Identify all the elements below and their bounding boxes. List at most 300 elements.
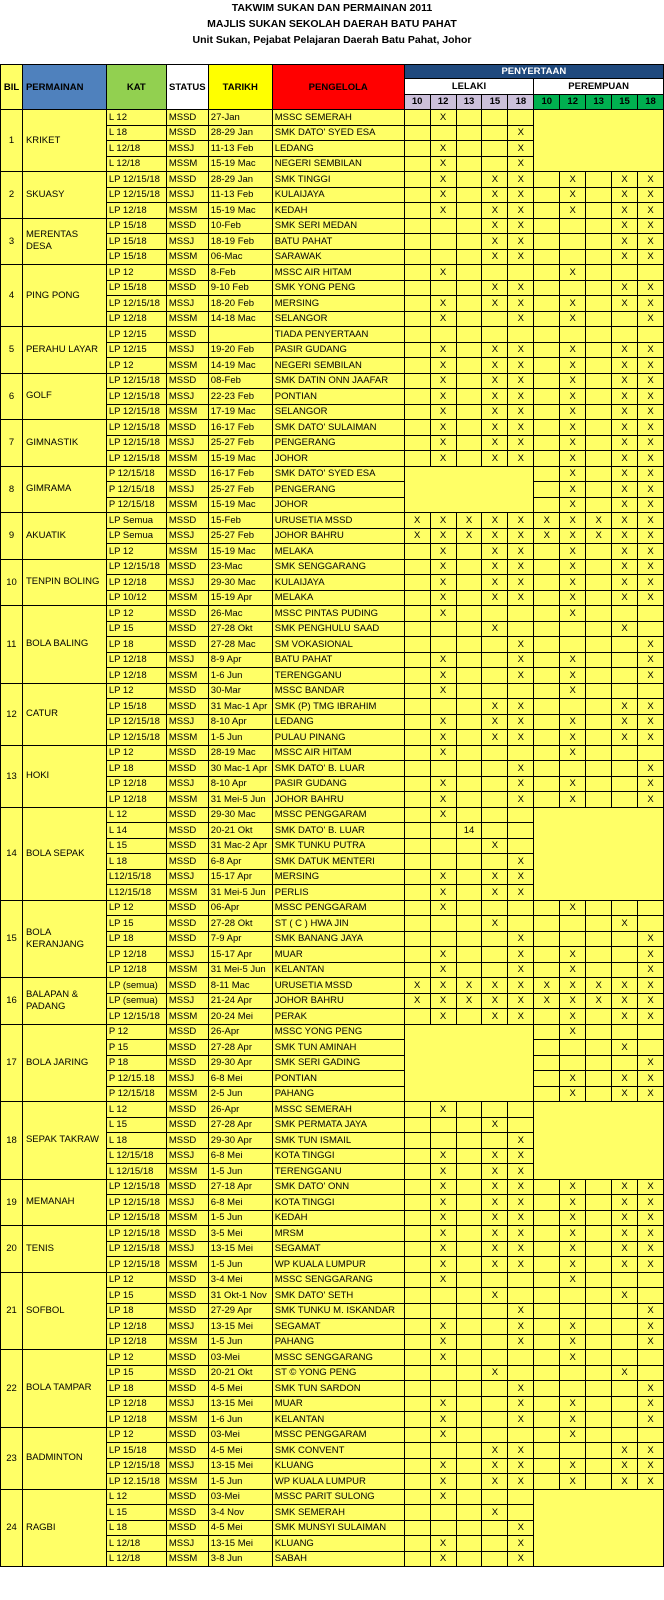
organizer-cell: MSSC AIR HITAM xyxy=(272,745,404,761)
date-cell: 03-Mei xyxy=(208,1427,272,1443)
male-entry-cell xyxy=(430,249,456,265)
female-entry-cell xyxy=(534,497,560,513)
female-entry-cell xyxy=(612,761,638,777)
male-entry-cell xyxy=(456,203,482,219)
female-entry-cell xyxy=(586,1381,612,1397)
status-cell: MSSD xyxy=(166,745,208,761)
female-entry-cell xyxy=(560,916,586,932)
female-entry-cell: X xyxy=(560,296,586,312)
male-entry-cell xyxy=(508,265,534,281)
male-entry-cell: X xyxy=(482,714,508,730)
male-entry-cell xyxy=(404,1009,430,1025)
table-row xyxy=(1,1102,664,1118)
date-cell: 25-27 Feb xyxy=(208,528,272,544)
female-entry-cell xyxy=(586,947,612,963)
organizer-cell: PONTIAN xyxy=(272,1071,404,1087)
female-entry-cell xyxy=(534,1195,560,1211)
female-entry-cell: X xyxy=(560,714,586,730)
male-entry-cell: X xyxy=(482,1179,508,1195)
date-cell: 17-19 Mac xyxy=(208,404,272,420)
male-entry-cell xyxy=(482,947,508,963)
male-entry-cell: X xyxy=(482,1195,508,1211)
female-entry-cell: X xyxy=(560,1071,586,1087)
male-entry-cell xyxy=(430,1117,456,1133)
female-entry-cell xyxy=(586,234,612,250)
male-entry-cell xyxy=(404,745,430,761)
status-cell: MSSJ xyxy=(166,947,208,963)
status-cell: MSSM xyxy=(166,1210,208,1226)
organizer-cell: SMK (P) TMG IBRAHIM xyxy=(272,699,404,715)
status-cell: MSSD xyxy=(166,280,208,296)
female-entry-cell: X xyxy=(638,1443,664,1459)
male-entry-cell: X xyxy=(508,389,534,405)
male-entry-cell: X xyxy=(508,575,534,591)
male-entry-cell: X xyxy=(430,590,456,606)
male-entry-cell xyxy=(456,389,482,405)
female-entry-cell xyxy=(534,1288,560,1304)
male-entry-cell xyxy=(404,1334,430,1350)
organizer-cell: PENGERANG xyxy=(272,435,404,451)
female-entry-cell xyxy=(612,652,638,668)
category-cell: LP 12 xyxy=(106,358,166,374)
female-entry-cell: X xyxy=(560,1179,586,1195)
sport-name: BOLA TAMPAR xyxy=(22,1350,106,1428)
male-entry-cell xyxy=(508,900,534,916)
male-entry-cell: X xyxy=(430,1474,456,1490)
organizer-cell: MSSC SEMERAH xyxy=(272,110,404,126)
bil-number: 19 xyxy=(1,1179,23,1226)
male-entry-cell: X xyxy=(430,342,456,358)
category-cell: L 18 xyxy=(106,125,166,141)
female-entry-cell xyxy=(534,1272,560,1288)
table-row xyxy=(1,683,664,699)
female-entry-cell xyxy=(586,1396,612,1412)
male-entry-cell xyxy=(430,1288,456,1304)
date-cell: 8-11 Mac xyxy=(208,978,272,994)
male-entry-cell: X xyxy=(508,1148,534,1164)
female-entry-cell: X xyxy=(638,1086,664,1102)
female-entry-cell xyxy=(586,1226,612,1242)
female-entry-cell: X xyxy=(612,482,638,498)
female-entry-cell: X xyxy=(638,1179,664,1195)
date-cell: 4-5 Mei xyxy=(208,1443,272,1459)
female-entry-cell: X xyxy=(638,993,664,1009)
female-entry-cell xyxy=(586,745,612,761)
male-entry-cell xyxy=(404,373,430,389)
female-entries-blank xyxy=(534,110,664,172)
female-entry-cell xyxy=(612,1319,638,1335)
female-entry-cell: X xyxy=(638,435,664,451)
organizer-cell: WP KUALA LUMPUR xyxy=(272,1474,404,1490)
organizer-cell: KELANTAN xyxy=(272,962,404,978)
date-cell: 26-Apr xyxy=(208,1102,272,1118)
organizer-cell: SMK SERI GADING xyxy=(272,1055,404,1071)
organizer-cell: MSSC SENGGARANG xyxy=(272,1272,404,1288)
date-cell: 1-5 Jun xyxy=(208,730,272,746)
status-cell: MSSM xyxy=(166,962,208,978)
category-cell: LP 12/15/18 xyxy=(106,1226,166,1242)
female-entry-cell xyxy=(560,1443,586,1459)
female-entry-cell xyxy=(586,342,612,358)
female-entry-cell: X xyxy=(638,1210,664,1226)
female-entry-cell: X xyxy=(560,1210,586,1226)
female-entry-cell xyxy=(534,1396,560,1412)
female-entry-cell xyxy=(638,1040,664,1056)
date-cell: 13-15 Mei xyxy=(208,1458,272,1474)
male-entry-cell: X xyxy=(482,1458,508,1474)
male-entry-cell xyxy=(456,1427,482,1443)
male-entry-cell: X xyxy=(508,203,534,219)
female-entry-cell: X xyxy=(560,203,586,219)
male-entry-cell xyxy=(404,1272,430,1288)
male-entry-cell xyxy=(482,1334,508,1350)
status-cell: MSSJ xyxy=(166,652,208,668)
female-entry-cell xyxy=(586,1350,612,1366)
organizer-cell: NEGERI SEMBILAN xyxy=(272,358,404,374)
organizer-cell: MUAR xyxy=(272,947,404,963)
female-entry-cell xyxy=(560,249,586,265)
female-entries-blank xyxy=(534,1489,664,1567)
male-entry-cell xyxy=(482,745,508,761)
sport-name: BALAPAN & PADANG xyxy=(22,978,106,1025)
female-entry-cell xyxy=(586,652,612,668)
female-entry-cell xyxy=(612,1055,638,1071)
male-entry-cell xyxy=(456,234,482,250)
male-entry-cell: X xyxy=(404,513,430,529)
male-entry-cell xyxy=(482,761,508,777)
organizer-cell: MERSING xyxy=(272,296,404,312)
female-entry-cell: X xyxy=(586,528,612,544)
male-entry-cell: X xyxy=(508,141,534,157)
table-row xyxy=(1,1179,664,1195)
male-entry-cell: X xyxy=(482,172,508,188)
male-entry-cell: X xyxy=(508,125,534,141)
category-cell: LP 12/15/18 xyxy=(106,373,166,389)
female-entry-cell: X xyxy=(560,947,586,963)
female-entry-cell: X xyxy=(560,404,586,420)
female-entry-cell xyxy=(612,1412,638,1428)
male-entry-cell: X xyxy=(482,993,508,1009)
female-entry-cell: X xyxy=(612,513,638,529)
table-row xyxy=(1,1350,664,1366)
date-cell: 15-Feb xyxy=(208,513,272,529)
female-entry-cell: X xyxy=(560,187,586,203)
bil-number: 15 xyxy=(1,900,23,978)
header-female-age-18: 18 xyxy=(638,94,664,110)
date-cell: 18-20 Feb xyxy=(208,296,272,312)
male-entry-cell: X xyxy=(508,637,534,653)
female-entry-cell xyxy=(586,1179,612,1195)
male-entry-cell xyxy=(456,1505,482,1521)
female-entry-cell xyxy=(586,590,612,606)
category-cell: LP Semua xyxy=(106,513,166,529)
category-cell: L 14 xyxy=(106,823,166,839)
male-entry-cell: X xyxy=(508,885,534,901)
status-cell: MSSJ xyxy=(166,575,208,591)
male-entry-cell xyxy=(456,1350,482,1366)
category-cell: LP 15 xyxy=(106,621,166,637)
female-entry-cell: X xyxy=(560,978,586,994)
table-row xyxy=(1,218,664,234)
male-entry-cell xyxy=(508,916,534,932)
date-cell: 8-10 Apr xyxy=(208,714,272,730)
male-entry-cell: X xyxy=(404,993,430,1009)
date-cell: 13-15 Mei xyxy=(208,1536,272,1552)
bil-number: 10 xyxy=(1,559,23,606)
female-entry-cell xyxy=(586,1009,612,1025)
organizer-cell: SM VOKASIONAL xyxy=(272,637,404,653)
male-entry-cell xyxy=(456,1334,482,1350)
title-line-1: TAKWIM SUKAN DAN PERMAINAN 2011 xyxy=(231,2,433,14)
female-entry-cell: X xyxy=(612,420,638,436)
female-entry-cell xyxy=(612,327,638,343)
male-entry-cell xyxy=(456,1210,482,1226)
status-cell: MSSJ xyxy=(166,528,208,544)
sport-name: BADMINTON xyxy=(22,1427,106,1489)
male-entry-cell xyxy=(482,931,508,947)
status-cell: MSSJ xyxy=(166,435,208,451)
male-entry-cell: X xyxy=(508,668,534,684)
male-entry-cell: X xyxy=(508,451,534,467)
male-entry-cell: X xyxy=(508,358,534,374)
category-cell: L 12/18 xyxy=(106,156,166,172)
organizer-cell: SMK TUN SARDON xyxy=(272,1381,404,1397)
date-cell: 20-21 Okt xyxy=(208,1365,272,1381)
male-entry-cell: X xyxy=(482,528,508,544)
male-entry-cell xyxy=(482,637,508,653)
organizer-cell: MELAKA xyxy=(272,544,404,560)
female-entry-cell xyxy=(534,776,560,792)
sport-name: PERAHU LAYAR xyxy=(22,327,106,374)
category-cell: L 12/18 xyxy=(106,1551,166,1567)
male-entry-cell: X xyxy=(508,1257,534,1273)
organizer-cell: SMK SERI MEDAN xyxy=(272,218,404,234)
organizer-cell: LEDANG xyxy=(272,714,404,730)
category-cell: LP 15/18 xyxy=(106,249,166,265)
male-entry-cell xyxy=(456,575,482,591)
male-entry-cell xyxy=(404,823,430,839)
status-cell: MSSM xyxy=(166,792,208,808)
female-entry-cell xyxy=(560,1288,586,1304)
female-entry-cell: X xyxy=(612,590,638,606)
female-entry-cell xyxy=(586,761,612,777)
female-entry-cell xyxy=(612,1350,638,1366)
organizer-cell: SMK MUNSYI SULAIMAN xyxy=(272,1520,404,1536)
female-entry-cell xyxy=(586,1319,612,1335)
category-cell: LP 12 xyxy=(106,544,166,560)
status-cell: MSSM xyxy=(166,1551,208,1567)
male-entry-cell: X xyxy=(430,869,456,885)
status-cell: MSSM xyxy=(166,1009,208,1025)
header-male-age-12: 12 xyxy=(430,94,456,110)
female-entry-cell: X xyxy=(638,1458,664,1474)
male-entry-cell xyxy=(404,807,430,823)
female-entry-cell xyxy=(586,900,612,916)
male-entry-cell xyxy=(508,606,534,622)
male-entry-cell: X xyxy=(508,1210,534,1226)
sport-name: SOFBOL xyxy=(22,1272,106,1350)
female-entry-cell: X xyxy=(612,1257,638,1273)
organizer-cell: KEDAH xyxy=(272,203,404,219)
category-cell: LP 12/18 xyxy=(106,668,166,684)
organizer-cell: KLUANG xyxy=(272,1458,404,1474)
male-entry-cell: X xyxy=(482,1474,508,1490)
male-entry-cell xyxy=(404,1489,430,1505)
female-entry-cell: X xyxy=(612,730,638,746)
status-cell: MSSM xyxy=(166,730,208,746)
date-cell: 19-20 Feb xyxy=(208,342,272,358)
female-entry-cell: X xyxy=(638,420,664,436)
female-entry-cell xyxy=(586,1458,612,1474)
male-entry-cell xyxy=(404,1257,430,1273)
male-entry-cell: X xyxy=(482,885,508,901)
female-entry-cell: X xyxy=(560,342,586,358)
female-entry-cell xyxy=(586,327,612,343)
date-cell: 21-24 Apr xyxy=(208,993,272,1009)
female-entry-cell xyxy=(612,962,638,978)
male-entry-cell: X xyxy=(430,1427,456,1443)
male-entry-cell: X xyxy=(508,993,534,1009)
status-cell: MSSJ xyxy=(166,141,208,157)
category-cell: L 12 xyxy=(106,807,166,823)
female-entry-cell: X xyxy=(560,358,586,374)
male-entry-cell xyxy=(430,280,456,296)
male-entry-cell: X xyxy=(482,730,508,746)
female-entry-cell xyxy=(534,203,560,219)
organizer-cell: MSSC PENGGARAM xyxy=(272,900,404,916)
table-row xyxy=(1,110,664,126)
female-entry-cell xyxy=(534,761,560,777)
male-entry-cell: X xyxy=(482,590,508,606)
category-cell: L 18 xyxy=(106,1520,166,1536)
male-entry-cell: X xyxy=(430,1210,456,1226)
male-entry-cell xyxy=(404,358,430,374)
male-entry-cell xyxy=(404,1551,430,1567)
female-entry-cell xyxy=(560,761,586,777)
category-cell: LP 12 xyxy=(106,745,166,761)
status-cell: MSSJ xyxy=(166,296,208,312)
male-entry-cell xyxy=(404,714,430,730)
female-entries-blank xyxy=(534,807,664,900)
status-cell: MSSD xyxy=(166,761,208,777)
female-entry-cell xyxy=(638,1427,664,1443)
status-cell: MSSD xyxy=(166,327,208,343)
female-entry-cell xyxy=(534,1350,560,1366)
male-entry-cell: X xyxy=(482,575,508,591)
female-entry-cell: X xyxy=(560,575,586,591)
female-entry-cell: X xyxy=(612,1210,638,1226)
male-entry-cell xyxy=(456,1319,482,1335)
header-pengelola: PENGELOLA xyxy=(272,65,404,110)
male-entry-cell xyxy=(404,1474,430,1490)
female-entry-cell: X xyxy=(612,234,638,250)
header-female-age-10: 10 xyxy=(534,94,560,110)
female-entry-cell xyxy=(612,900,638,916)
female-entry-cell xyxy=(534,311,560,327)
male-entry-cell: X xyxy=(482,838,508,854)
organizer-cell: SMK YONG PENG xyxy=(272,280,404,296)
organizer-cell: JOHOR xyxy=(272,451,404,467)
female-entry-cell xyxy=(534,730,560,746)
status-cell: MSSD xyxy=(166,1179,208,1195)
category-cell: LP 15 xyxy=(106,916,166,932)
status-cell: MSSJ xyxy=(166,1396,208,1412)
male-entry-cell: X xyxy=(508,652,534,668)
female-entry-cell: X xyxy=(560,1226,586,1242)
category-cell: LP 12/18 xyxy=(106,203,166,219)
female-entry-cell xyxy=(534,1179,560,1195)
male-entry-cell xyxy=(404,730,430,746)
female-entry-cell xyxy=(534,249,560,265)
male-entry-cell: X xyxy=(508,947,534,963)
date-cell: 4-5 Mei xyxy=(208,1520,272,1536)
male-entry-cell xyxy=(404,1210,430,1226)
male-entry-cell xyxy=(430,699,456,715)
male-entry-cell: X xyxy=(482,296,508,312)
organizer-cell: MSSC SENGGARANG xyxy=(272,1350,404,1366)
status-cell: MSSJ xyxy=(166,776,208,792)
male-entry-cell: X xyxy=(482,1505,508,1521)
date-cell: 8-10 Apr xyxy=(208,776,272,792)
male-entry-cell xyxy=(404,404,430,420)
female-entry-cell: X xyxy=(638,373,664,389)
date-cell: 06-Apr xyxy=(208,900,272,916)
male-entry-cell: X xyxy=(508,1009,534,1025)
male-entry-cell xyxy=(482,141,508,157)
female-entry-cell: X xyxy=(560,420,586,436)
female-entry-cell: X xyxy=(638,776,664,792)
male-entry-cell: X xyxy=(430,1195,456,1211)
female-entry-cell xyxy=(534,683,560,699)
category-cell: LP 12/15/18 xyxy=(106,1210,166,1226)
status-cell: MSSD xyxy=(166,1489,208,1505)
female-entry-cell xyxy=(534,187,560,203)
female-entry-cell xyxy=(586,1474,612,1490)
male-entry-cell: X xyxy=(482,1148,508,1164)
female-entry-cell xyxy=(534,435,560,451)
male-entry-cell xyxy=(404,838,430,854)
female-entry-cell xyxy=(586,249,612,265)
male-entry-cell: X xyxy=(430,885,456,901)
status-cell: MSSD xyxy=(166,1365,208,1381)
category-cell: LP 12/15/18 xyxy=(106,1257,166,1273)
category-cell: LP 12/15/18 xyxy=(106,559,166,575)
male-entry-cell xyxy=(404,1350,430,1366)
female-entry-cell: X xyxy=(560,451,586,467)
male-entry-cell: X xyxy=(430,1458,456,1474)
male-entry-cell xyxy=(430,931,456,947)
bil-number: 4 xyxy=(1,265,23,327)
female-entry-cell xyxy=(534,947,560,963)
male-entry-cell: X xyxy=(482,1241,508,1257)
bil-number: 6 xyxy=(1,373,23,420)
male-entry-cell xyxy=(430,1133,456,1149)
header-tarikh: TARIKH xyxy=(208,65,272,110)
organizer-cell: ST © YONG PENG xyxy=(272,1365,404,1381)
date-cell: 11-13 Feb xyxy=(208,187,272,203)
male-entry-cell: X xyxy=(508,528,534,544)
status-cell: MSSD xyxy=(166,606,208,622)
female-entry-cell: X xyxy=(612,342,638,358)
date-cell: 9-10 Feb xyxy=(208,280,272,296)
sport-name: BOLA BALING xyxy=(22,606,106,684)
male-entry-cell: X xyxy=(482,978,508,994)
status-cell: MSSJ xyxy=(166,1458,208,1474)
female-entry-cell xyxy=(534,466,560,482)
male-entry-cell: X xyxy=(430,358,456,374)
male-entry-cell xyxy=(404,916,430,932)
date-cell: 3-8 Jun xyxy=(208,1551,272,1567)
